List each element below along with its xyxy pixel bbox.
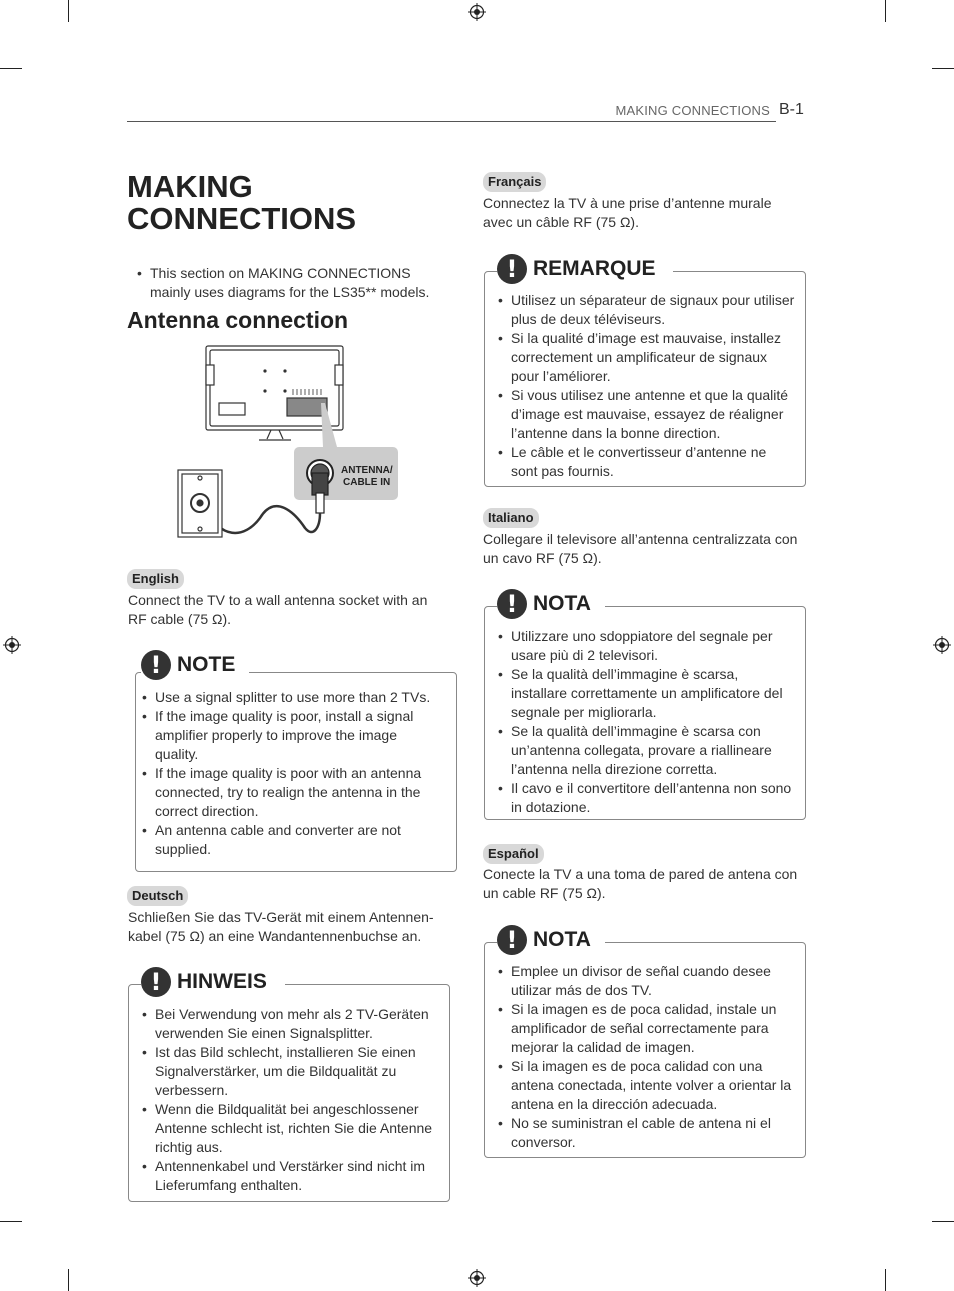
page-title-text: MAKING CONNECTIONS [127,169,357,236]
note-header [497,254,673,284]
list-item: • Emplee un divisor de señal cuando desee utilizar más de dos TV. [496,962,796,1000]
note-list-deutsch [140,1005,440,1195]
wall-socket-icon [178,470,222,537]
list-item: • Utilizzare uno sdoppiatore del segnale per usare più di 2 televisori. [496,627,796,665]
crop-mark [932,1221,954,1222]
list-item: • Utilisez un séparateur de signaux pour utiliser plus de deux téléviseurs. [496,291,796,329]
crop-mark [885,0,886,22]
list-item: • Bei Verwendung von mehr als 2 TV-Geräten verwenden Sie einen Signalsplitter. [140,1005,440,1043]
crop-mark [0,1221,22,1222]
crop-mark [68,1269,69,1291]
language-tag-english: English [127,569,184,589]
note-header [141,967,285,997]
deutsch-text: Schließen Sie das TV-Gerät mit einem Antennen-kabel (75 Ω) an eine Wandantennenbuchse an. [128,909,434,944]
list-item: • This section on MAKING CONNECTIONS mainly uses diagrams for the LS35** models. [135,264,445,302]
intro-list [135,264,445,302]
exclamation-icon: ! [141,967,171,997]
espanol-text: Conecte la TV a una toma de pared de antena con un cable RF (75 Ω). [483,866,798,901]
list-item: • Si vous utilisez une antenne et que la qualité d’image est mauvaise, essayez de réaligner l’antenne dans la bonne direction. [496,386,796,443]
crop-mark [932,68,954,69]
note-list-italiano [496,627,796,817]
language-tag-francais: Français [483,172,546,192]
note-header [141,650,249,680]
crop-mark [68,0,69,22]
language-tag-deutsch: Deutsch [127,886,188,906]
antenna-label-line1: ANTENNA/ [341,465,393,476]
list-item: • Le câble et le convertisseur d’antenne ne sont pas fournis. [496,443,796,481]
language-tag-italiano: Italiano [483,508,539,528]
exclamation-icon: ! [497,589,527,619]
note-title: NOTA [533,592,591,615]
list-item: • Antennenkabel und Verstärker sind nicht im Lieferumfang enthalten. [140,1157,440,1195]
list-item: • No se suministran el cable de antena ni el conversor. [496,1114,796,1152]
list-item: • Si la qualité d’image est mauvaise, installez correctement un amplificateur de signaux pour l’améliorer. [496,329,796,386]
list-item: • Il cavo e il convertitore dell’antenna non sono in dotazione. [496,779,796,817]
registration-mark-icon [3,636,21,654]
exclamation-icon: ! [141,650,171,680]
registration-mark-icon [933,636,951,654]
list-item: • Se la qualità dell’immagine è scarsa, installare correttamente un amplificatore del segnale per migliorarla. [496,665,796,722]
exclamation-icon: ! [497,254,527,284]
note-title: NOTA [533,928,591,951]
note-title: HINWEIS [177,970,267,993]
note-header [497,589,605,619]
list-item: • Use a signal splitter to use more than 2 TVs. [140,688,440,707]
note-header [497,925,605,955]
antenna-connection-diagram [175,343,405,543]
list-item: • Wenn die Bildqualität bei angeschlossener Antenne schlecht ist, richten Sie die Antenne richtig aus. [140,1100,440,1157]
antenna-label-line2: CABLE IN [343,477,391,488]
english-text: Connect the TV to a wall antenna socket with an RF cable (75 Ω). [128,592,428,627]
list-item: • Ist das Bild schlecht, installieren Sie einen Signalverstärker, um die Bildqualität zu verbessern. [140,1043,440,1100]
note-list-espanol [496,962,796,1152]
section-heading: Antenna connection [127,307,349,333]
crop-mark [0,68,22,69]
list-item: • Se la qualità dell’immagine è scarsa con un’antenna collegata, provare a riallineare l’antenna nella direzione corretta. [496,722,796,779]
note-list-francais [496,291,796,481]
italiano-text: Collegare il televisore all’antenna centralizzata con un cavo RF (75 Ω). [483,531,798,566]
list-item: • If the image quality is poor, install a signal amplifier properly to improve the image quality. [140,707,440,764]
language-tag-espanol: Español [483,844,544,864]
note-title: REMARQUE [533,257,656,280]
list-item: • Si la imagen es de poca calidad con una antena conectada, intente volver a orientar la antena en la dirección adecuada. [496,1057,796,1114]
exclamation-icon: ! [497,925,527,955]
page-number: B-1 [779,101,804,118]
list-item: • Si la imagen es de poca calidad, instale un amplificador de señal correctamente para mejorar la calidad de imagen. [496,1000,796,1057]
registration-mark-icon [468,1269,486,1287]
header-rule [127,121,776,122]
registration-mark-icon [468,3,486,21]
page-title [127,171,356,235]
note-list-english [140,688,440,859]
list-item: • If the image quality is poor with an antenna connected, try to realign the antenna in the correct direction. [140,764,440,821]
note-title: NOTE [177,653,236,676]
list-item: • An antenna cable and converter are not supplied. [140,821,440,859]
running-header: MAKING CONNECTIONS [615,103,770,118]
crop-mark [885,1269,886,1291]
francais-text: Connectez la TV à une prise d’antenne murale avec un câble RF (75 Ω). [483,195,772,230]
